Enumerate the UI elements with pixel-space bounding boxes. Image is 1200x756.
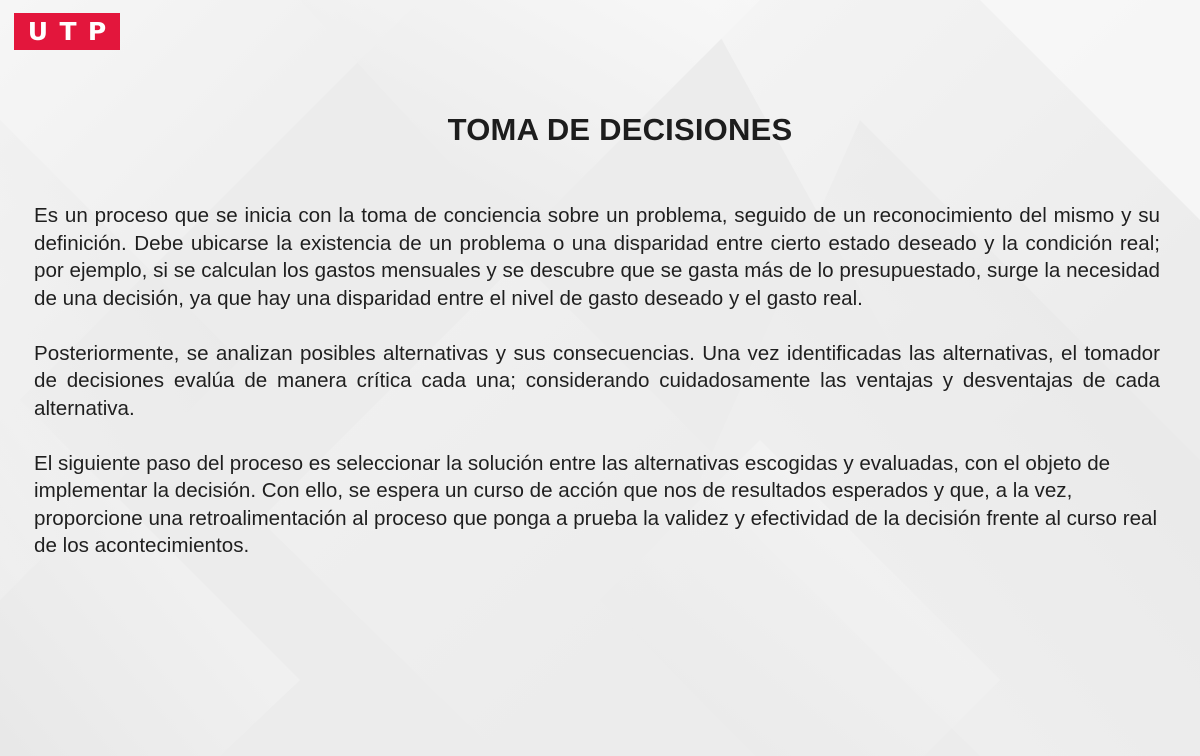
logo-letter-t: T bbox=[59, 17, 77, 46]
body-text bbox=[34, 202, 1160, 587]
page-title: TOMA DE DECISIONES bbox=[447, 112, 793, 147]
utp-logo bbox=[14, 13, 120, 50]
paragraph-selection: El siguiente paso del proceso es seleccionar la solución entre las alternativas escogidas y evaluadas, con el objeto de implementar la decisión. Con ello, se espera un curso de acción que nos de resultados esperados y que, a la vez, proporcione una retroalimentación al proceso que ponga a prueba la validez y efectividad de la decisión frente al curso real de los acontecimientos. bbox=[34, 451, 1158, 557]
logo-letter-p: P bbox=[87, 17, 107, 46]
paragraph-definition: Es un proceso que se inicia con la toma de conciencia sobre un problema, seguido de un reconocimiento del mismo y su definición. Debe ubicarse la existencia de un problema o una disparidad entre cierto estado deseado y la condición real; por ejemplo, si se calculan los gastos mensuales y se descubre que se gasta más de lo presupuestado, surge la necesidad de una decisión, ya que hay una disparidad entre el nivel de gasto deseado y el gasto real. bbox=[34, 204, 1160, 310]
paragraph-alternatives: Posteriormente, se analizan posibles alternativas y sus consecuencias. Una vez identificadas las alternativas, el tomador de decisiones evalúa de manera crítica cada una; considerando cuidadosamente las ventajas y desventajas de cada alternativa. bbox=[34, 341, 1160, 420]
logo-letter-u: U bbox=[27, 17, 49, 46]
